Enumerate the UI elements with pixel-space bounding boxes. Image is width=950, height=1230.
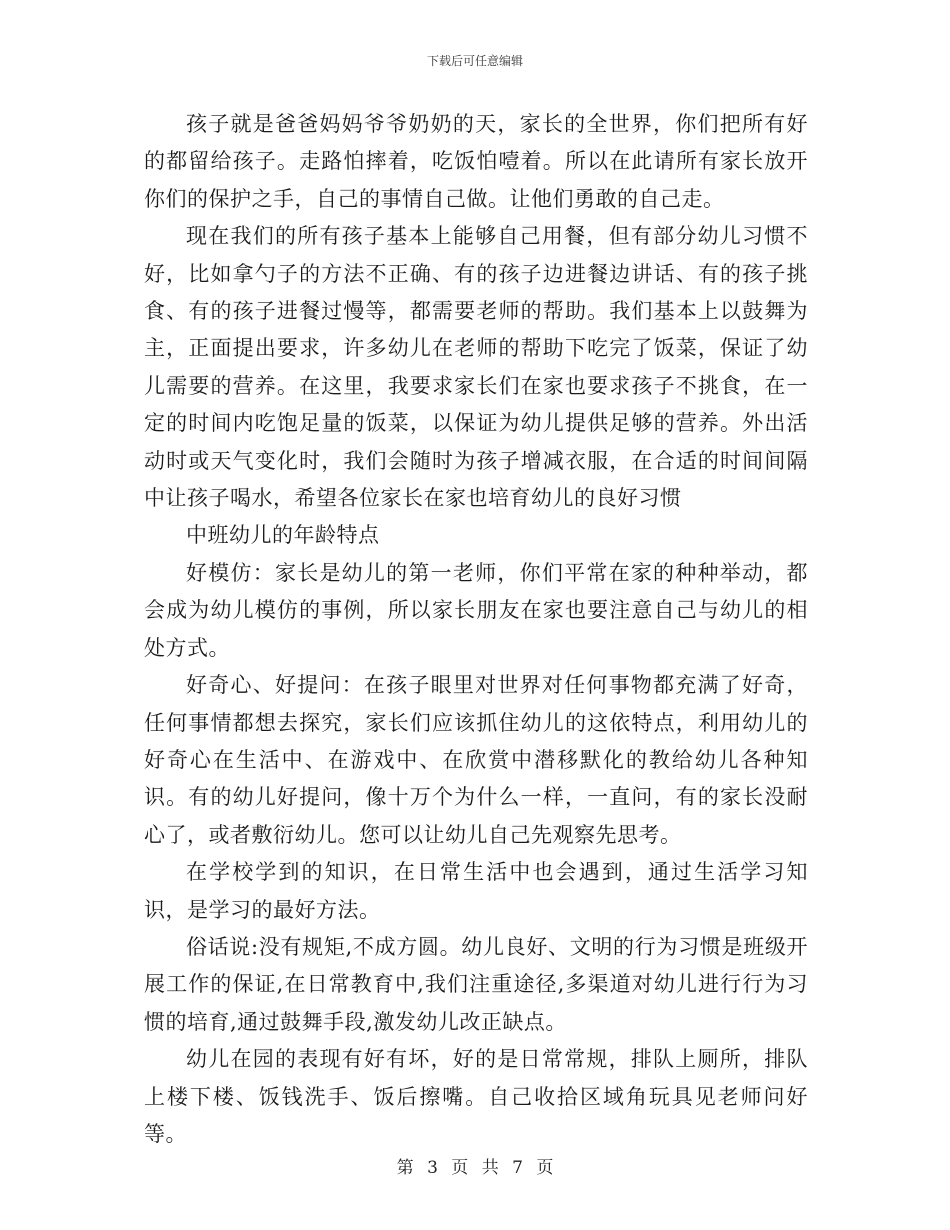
paragraph-3: 好模仿：家长是幼儿的第一老师，你们平常在家的种种举动，都会成为幼儿模仿的事例，所以家长朋友在家也要注意自己与幼儿的相处方式。 <box>144 560 808 660</box>
section-heading: 中班幼儿的年龄特点 <box>186 523 380 548</box>
paragraph-6: 俗话说:没有规矩,不成方圆。幼儿良好、文明的行为习惯是班级开展工作的保证,在日常教育中,我们注重途径,多渠道对幼儿进行行为习惯的培育,通过鼓舞手段,激发幼儿改正缺点。 <box>144 934 808 1034</box>
document-body <box>144 106 808 1153</box>
paragraph-5: 在学校学到的知识，在日常生活中也会遇到，通过生活学习知识，是学习的最好方法。 <box>144 860 808 922</box>
page-header: 下载后可任意编辑 <box>426 54 523 68</box>
paragraph-1: 孩子就是爸爸妈妈爷爷奶奶的天，家长的全世界，你们把所有好的都留给孩子。走路怕摔着，吃饭怕噎着。所以在此请所有家长放开你们的保护之手，自己的事情自己做。让他们勇敢的自己走。 <box>144 112 808 211</box>
paragraph-4: 好奇心、好提问：在孩子眼里对世界对任何事物都充满了好奇，任何事情都想去探究，家长们应该抓住幼儿的这依特点，利用幼儿的好奇心在生活中、在游戏中、在欣赏中潜移默化的教给幼儿各种知识。有的幼儿好提问，像十万个为什么一样，一直问，有的家长没耐心了，或者敷衍幼儿。您可以让幼儿自己先观察先思考。 <box>144 673 808 847</box>
page-number: 第 3 页 共 7 页 <box>396 1158 554 1178</box>
paragraph-7: 幼儿在园的表现有好有坏，好的是日常常规，排队上厕所，排队上楼下楼、饭钱洗手、饭后擦嘴。自己收拾区域角玩具见老师问好等。 <box>144 1047 808 1146</box>
paragraph-2: 现在我们的所有孩子基本上能够自己用餐，但有部分幼儿习惯不好，比如拿勺子的方法不正确、有的孩子边进餐边讲话、有的孩子挑食、有的孩子进餐过慢等，都需要老师的帮助。我们基本上以鼓舞为主，正面提出要求，许多幼儿在老师的帮助下吃完了饭菜，保证了幼儿需要的营养。在这里，我要求家长们在家也要求孩子不挑食，在一定的时间内吃饱足量的饭菜，以保证为幼儿提供足够的营养。外出活动时或天气变化时，我们会随时为孩子增减衣服，在合适的时间间隔中让孩子喝水，希望各位家长在家也培育幼儿的良好习惯 <box>144 224 808 511</box>
